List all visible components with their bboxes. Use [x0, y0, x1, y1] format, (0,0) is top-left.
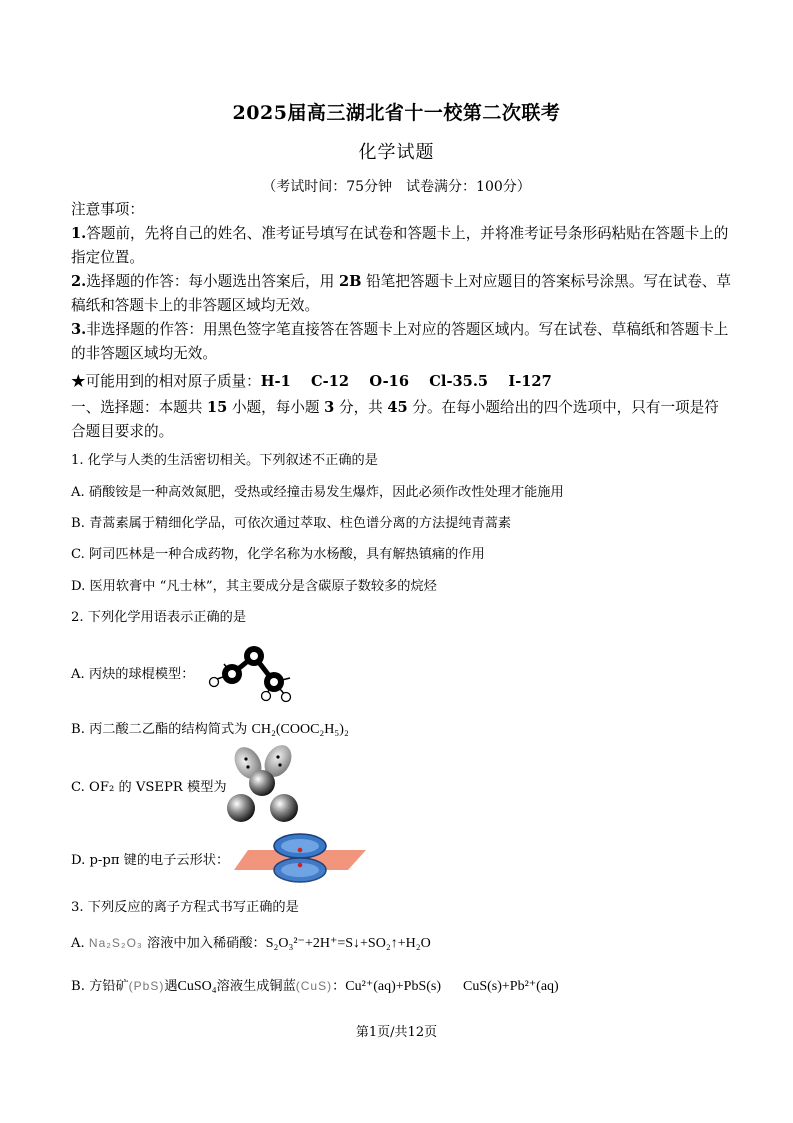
atomic-masses: ★可能用到的相对原子质量：H-1 C-12 O-16 Cl-35.5 I-127: [71, 373, 552, 390]
exam-info: [0, 176, 793, 196]
q1-option-d: D. 医用软膏中 “凡士林”，其主要成分是含碳原子数较多的烷烃: [71, 579, 437, 594]
section-1-heading: 一、选择题：本题共 15 小题，每小题 3 分，共 45 分。在每小题给出的四个选项中，只有一项是符合题目要求的。: [71, 399, 719, 440]
q2-stem: 2. 下列化学用语表示正确的是: [71, 610, 247, 625]
subject-title: 化学试题: [358, 142, 435, 163]
q3-option-a: A. Na₂S₂O₃ 溶液中加入稀硝酸：S₂O₃²⁻+2H⁺=S↓+SO₂↑+H₂O: [71, 936, 431, 951]
full-score: 试卷满分：100分）: [406, 179, 531, 195]
p-p-pi-bond-electron-cloud: [232, 832, 368, 884]
q1-stem: 1. 化学与人类的生活密切相关。下列叙述不正确的是: [71, 453, 378, 468]
notes-heading: 注意事项：: [71, 201, 144, 218]
propyne-ball-stick-model: [204, 640, 304, 702]
exam-title: 2025届高三湖北省十一校第二次联考: [232, 102, 561, 124]
page-footer: 第1页/共12页: [355, 1025, 438, 1040]
q1-option-b: B. 青蒿素属于精细化学品，可依次通过萃取、柱色谱分离的方法提纯青蒿素: [71, 516, 512, 531]
q2-option-d: D. p-pπ 键的电子云形状：: [71, 853, 230, 868]
vsepr-model-image: [226, 745, 306, 827]
q2-option-c: C. OF₂ 的 VSEPR 模型为: [71, 780, 227, 795]
note-3: 3.非选择题的作答：用黑色签字笔直接答在答题卡上对应的答题区域内。写在试卷、草稿纸和答题卡上的非答题区域均无效。: [71, 321, 729, 362]
q3-option-b: B. 方铅矿(PbS)遇CuSO₄溶液生成铜蓝(CuS)：Cu²⁺(aq)+PbS(s) CuS(s)+Pb²⁺(aq): [71, 979, 559, 994]
q2-option-a: A. 丙炔的球棍模型：: [71, 667, 195, 682]
q1-option-c: C. 阿司匹林是一种合成药物，化学名称为水杨酸，具有解热镇痛的作用: [71, 547, 485, 562]
q2-option-b: B. 丙二酸二乙酯的结构简式为 CH₂(COOC₂H₅)₂: [71, 722, 349, 737]
exam-time: （考试时间：75分钟: [262, 179, 393, 195]
note-1: 1.答题前，先将自己的姓名、准考证号填写在试卷和答题卡上，并将准考证号条形码粘贴在答题卡上的指定位置。: [71, 225, 729, 266]
q3-stem: 3. 下列反应的离子方程式书写正确的是: [71, 900, 299, 915]
note-2: 2.选择题的作答：每小题选出答案后，用 2B 铅笔把答题卡上对应题目的答案标号涂黑。写在试卷、草稿纸和答题卡上的非答题区域均无效。: [71, 273, 731, 314]
q1-option-a: A. 硝酸铵是一种高效氮肥，受热或经撞击易发生爆炸，因此必须作改性处理才能施用: [71, 485, 564, 500]
